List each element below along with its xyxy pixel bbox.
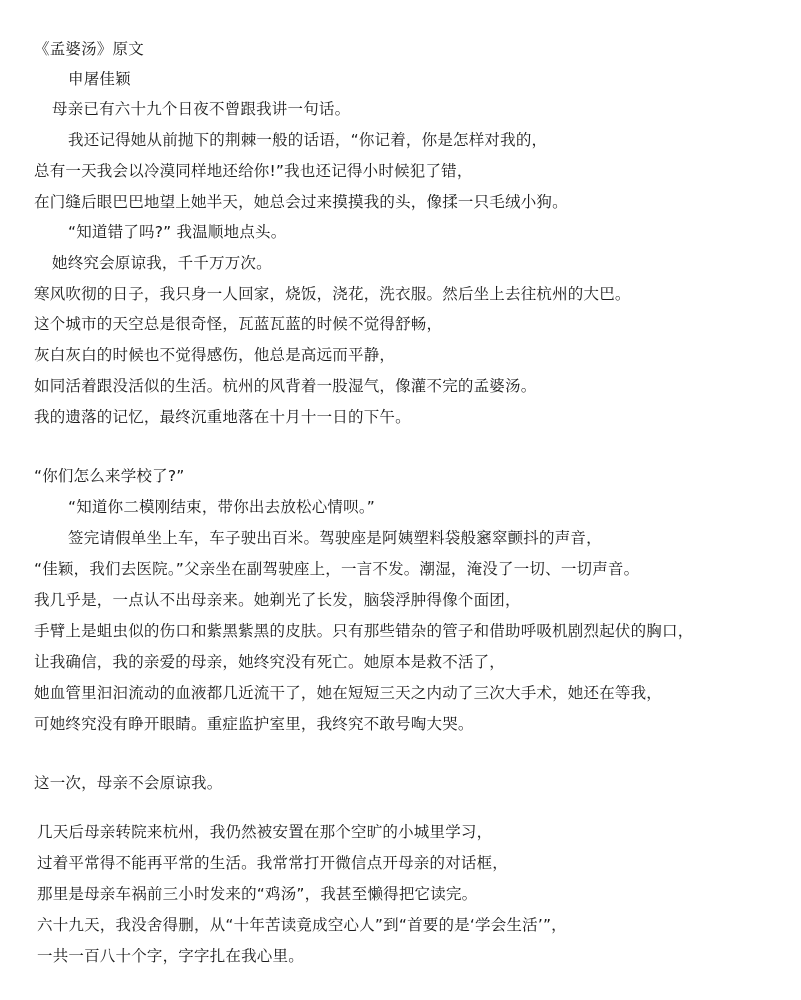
text-line: “你们怎么来学校了?” <box>34 467 185 485</box>
text-line: 可她终究没有睁开眼睛。重症监护室里，我终究不敢号啕大哭。 <box>34 715 474 733</box>
text-line: 寒风吹彻的日子，我只身一人回家，烧饭，浇花，洗衣服。然后坐上去往杭州的大巴。 <box>34 285 631 303</box>
text-line: 灰白灰白的时候也不觉得感伤，他总是高远而平静， <box>34 346 396 364</box>
text-line: “知道错了吗?” 我温顺地点头。 <box>68 223 287 241</box>
text-line: 如同活着跟没活似的生活。杭州的风背着一股湿气，像灌不完的孟婆汤。 <box>34 377 537 395</box>
text-line: 她终究会原谅我，千千万万次。 <box>52 254 272 272</box>
text-line: 让我确信，我的亲爱的母亲，她终究没有死亡。她原本是救不活了， <box>34 653 506 671</box>
text-line: 在门缝后眼巴巴地望上她半天，她总会过来摸摸我的头，像揉一只毛绒小狗。 <box>34 193 568 211</box>
text-line: 我还记得她从前抛下的荆棘一般的话语，“你记着，你是怎样对我的， <box>68 131 548 149</box>
text-line: 签完请假单坐上车，车子驶出百米。驾驶座是阿姨塑料袋般窸窣颤抖的声音， <box>68 529 602 547</box>
text-line: 总有一天我会以冷漠同样地还给你!”我也还记得小时候犯了错， <box>34 162 473 180</box>
text-line: 手臂上是蛆虫似的伤口和紫黑紫黑的皮肤。只有那些错杂的管子和借助呼吸机剧烈起伏的胸口， <box>34 622 694 640</box>
text-line: 那里是母亲车祸前三小时发来的“鸡汤”，我甚至懒得把它读完。 <box>37 885 478 903</box>
text-line: 母亲已有六十九个日夜不曾跟我讲一句话。 <box>52 100 351 118</box>
text-line: 她血管里汩汩流动的血液都几近流干了，她在短短三天之内动了三次大手术，她还在等我， <box>34 684 663 702</box>
text-line: 六十九天，我没舍得删，从“十年苦读竟成空心人”到“首要的是‘学会生活’”， <box>37 916 567 934</box>
text-line: “知道你二模刚结束，带你出去放松心情呗。” <box>68 498 376 516</box>
document-author: 申屠佳颖 <box>68 70 131 88</box>
text-line: 我的遗落的记忆，最终沉重地落在十月十一日的下午。 <box>34 408 411 426</box>
text-line: “佳颖，我们去医院。”父亲坐在副驾驶座上，一言不发。潮湿，淹没了一切、一切声音。 <box>34 560 640 578</box>
document-title: 《孟婆汤》原文 <box>34 40 144 58</box>
text-line: 这个城市的天空总是很奇怪，瓦蓝瓦蓝的时候不觉得舒畅， <box>34 315 443 333</box>
text-line: 过着平常得不能再平常的生活。我常常打开微信点开母亲的对话框， <box>37 854 509 872</box>
text-line: 一共一百八十个字，字字扎在我心里。 <box>37 947 304 965</box>
text-line: 几天后母亲转院来杭州，我仍然被安置在那个空旷的小城里学习， <box>37 823 493 841</box>
text-line: 我几乎是，一点认不出母亲来。她剃光了长发，脑袋浮肿得像个面团， <box>34 591 521 609</box>
text-line: 这一次，母亲不会原谅我。 <box>34 774 223 792</box>
